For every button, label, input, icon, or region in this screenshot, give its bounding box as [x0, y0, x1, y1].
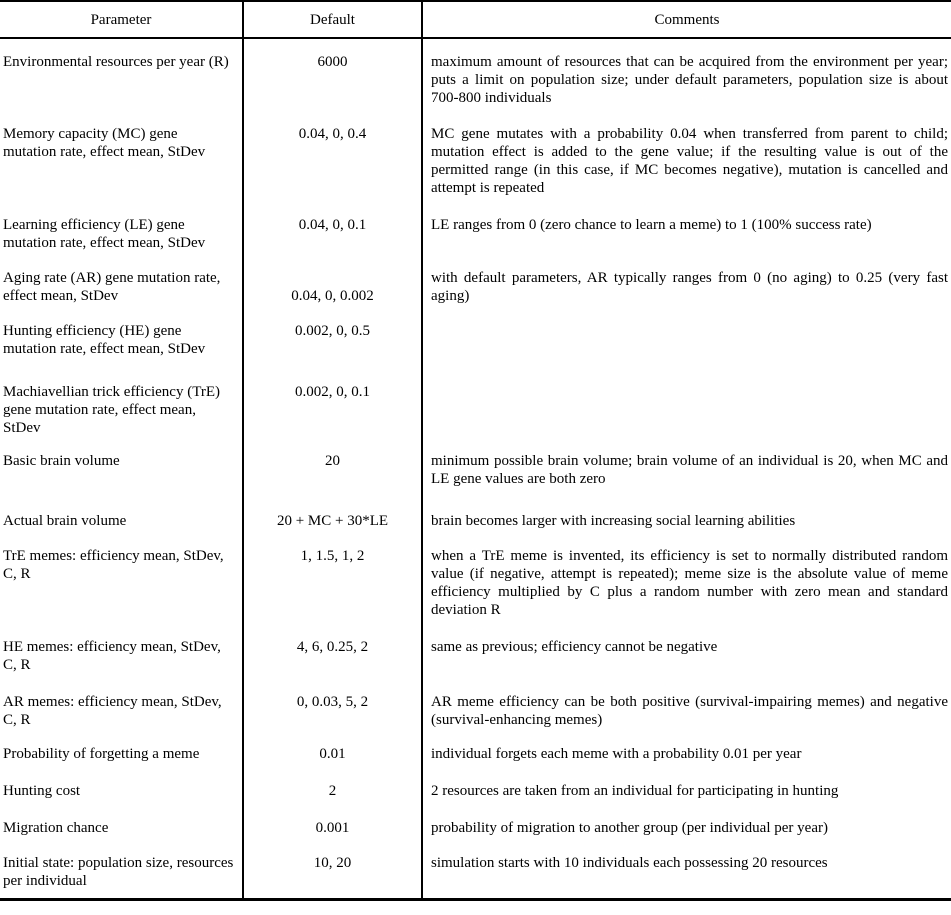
- param-cell: TrE memes: efficiency mean, StDev, C, R: [3, 548, 224, 582]
- table-row: [0, 764, 951, 801]
- table-row: [0, 107, 951, 197]
- comment-cell: maximum amount of resources that can be acquired from the environment per year; puts a limit on population size; under default parameters, population size is about 700-800 individuals: [422, 38, 951, 107]
- table-body: [0, 38, 951, 900]
- comment-cell: simulation starts with 10 individuals each possessing 20 resources: [422, 838, 951, 900]
- comment-cell: MC gene mutates with a probability 0.04 when transferred from parent to child; mutation effect is added to the gene value; if the resulting value is out of the permitted range (in this case, if MC becomes negative), mutation is cancelled and attempt is repeated: [422, 107, 951, 197]
- default-cell: 10, 20: [243, 838, 422, 900]
- table-row: [0, 358, 951, 437]
- default-cell: 0.04, 0, 0.002: [243, 252, 422, 306]
- column-header-default: Default: [243, 1, 422, 38]
- table-row: [0, 437, 951, 488]
- default-cell: 2: [243, 764, 422, 801]
- comment-cell: brain becomes larger with increasing social learning abilities: [422, 488, 951, 531]
- comment-cell: probability of migration to another group (per individual per year): [422, 801, 951, 838]
- param-cell: Hunting efficiency (HE) gene mutation rate, effect mean, StDev: [3, 323, 206, 357]
- default-cell: 0.002, 0, 0.1: [243, 358, 422, 437]
- comment-cell: minimum possible brain volume; brain volume of an individual is 20, when MC and LE gene values are both zero: [422, 437, 951, 488]
- comment-cell: same as previous; efficiency cannot be negative: [422, 619, 951, 674]
- default-cell: 0.04, 0, 0.1: [243, 197, 422, 252]
- param-cell: Initial state: population size, resources per individual: [3, 855, 234, 889]
- default-cell: 4, 6, 0.25, 2: [243, 619, 422, 674]
- comment-cell: when a TrE meme is invented, its efficiency is set to normally distributed random value (if negative, attempt is repeated); meme size is the absolute value of meme efficiency multiplied by C plus a random number with zero mean and standard deviation R: [422, 531, 951, 619]
- param-cell: Memory capacity (MC) gene mutation rate, effect mean, StDev: [3, 126, 206, 160]
- default-cell: 20 + MC + 30*LE: [243, 488, 422, 531]
- table-row: [0, 38, 951, 107]
- param-cell: Learning efficiency (LE) gene mutation rate, effect mean, StDev: [3, 217, 206, 251]
- default-cell: 1, 1.5, 1, 2: [243, 531, 422, 619]
- column-header-comments: Comments: [422, 1, 951, 38]
- table-row: [0, 729, 951, 764]
- param-cell: Machiavellian trick efficiency (TrE) gene mutation rate, effect mean, StDev: [3, 384, 221, 436]
- comment-cell: LE ranges from 0 (zero chance to learn a meme) to 1 (100% success rate): [422, 197, 951, 252]
- param-cell: Migration chance: [3, 820, 109, 836]
- default-cell: 0, 0.03, 5, 2: [243, 674, 422, 729]
- comment-cell: AR meme efficiency can be both positive (survival-impairing memes) and negative (survival-enhancing memes): [422, 674, 951, 729]
- param-cell: Aging rate (AR) gene mutation rate, effect mean, StDev: [3, 270, 221, 304]
- comment-cell: with default parameters, AR typically ranges from 0 (no aging) to 0.25 (very fast aging): [422, 252, 951, 306]
- param-cell: Hunting cost: [3, 783, 81, 799]
- param-cell: Basic brain volume: [3, 453, 120, 469]
- table-header: [0, 1, 951, 38]
- table-row: [0, 674, 951, 729]
- comment-cell: individual forgets each meme with a probability 0.01 per year: [422, 729, 951, 764]
- comment-cell: 2 resources are taken from an individual for participating in hunting: [422, 764, 951, 801]
- param-cell: Probability of forgetting a meme: [3, 746, 200, 762]
- comment-cell: [422, 306, 951, 358]
- header-row: [0, 1, 951, 38]
- default-cell: 0.04, 0, 0.4: [243, 107, 422, 197]
- param-cell: AR memes: efficiency mean, StDev, C, R: [3, 694, 222, 728]
- comment-cell: [422, 358, 951, 437]
- default-cell: 20: [243, 437, 422, 488]
- table-row: [0, 838, 951, 900]
- table-row: [0, 801, 951, 838]
- table-row: [0, 619, 951, 674]
- default-cell: 0.001: [243, 801, 422, 838]
- default-cell: 6000: [243, 38, 422, 107]
- param-cell: HE memes: efficiency mean, StDev, C, R: [3, 639, 221, 673]
- table-row: [0, 197, 951, 252]
- table-row: [0, 252, 951, 306]
- param-cell: Environmental resources per year (R): [3, 54, 229, 70]
- param-cell: Actual brain volume: [3, 513, 127, 529]
- default-cell: 0.01: [243, 729, 422, 764]
- table-row: [0, 306, 951, 358]
- column-header-parameter: Parameter: [0, 1, 243, 38]
- table-row: [0, 531, 951, 619]
- table-row: [0, 488, 951, 531]
- default-cell: 0.002, 0, 0.5: [243, 306, 422, 358]
